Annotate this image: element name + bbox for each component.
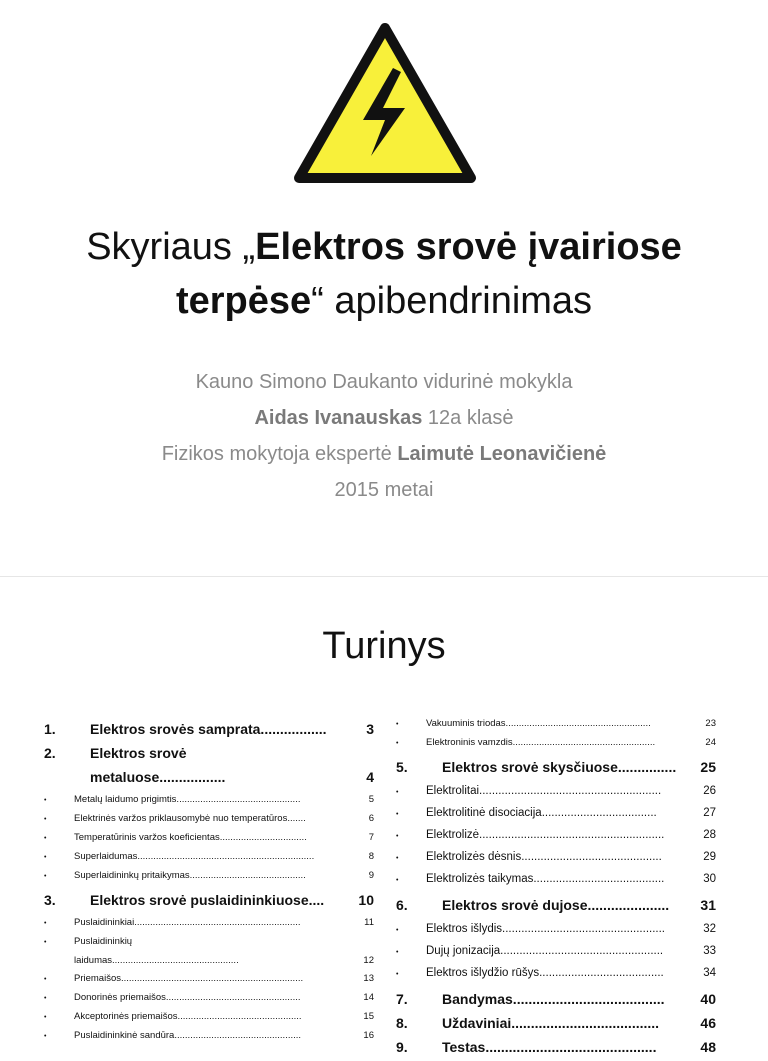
toc-chapter-row (396, 757, 716, 777)
bullet-icon: • (396, 833, 399, 840)
toc-entry-text: Bandymas....................................... (442, 991, 665, 1007)
high-voltage-warning-icon (293, 22, 477, 186)
toc-page-number: 25 (700, 759, 716, 775)
bullet-icon: • (44, 816, 47, 823)
toc-entry-text: Elektros srovė (90, 745, 187, 761)
toc-page-number: 40 (700, 991, 716, 1007)
toc-page-number: 33 (703, 945, 716, 957)
toc-entry-text: Metalų laidumo prigimtis............................................... (74, 794, 301, 805)
year: 2015 metai (334, 479, 434, 501)
toc-entry-text: Elektros išlydžio rūšys....................................... (426, 967, 664, 979)
bullet-icon: • (44, 920, 47, 927)
toc-page-number: 12 (363, 955, 374, 966)
toc-chapter-number: 6. (396, 897, 408, 913)
bullet-icon: • (396, 811, 399, 818)
teacher-label: Fizikos mokytoja ekspertė (161, 443, 398, 465)
toc-page-number: 46 (700, 1015, 716, 1031)
toc-subtopic-row (44, 810, 374, 829)
toc-subtopic-row (396, 919, 716, 941)
bullet-icon: • (396, 877, 399, 884)
author-name: Aidas Ivanauskas (254, 407, 423, 429)
toc-entry-text: Elektrinės varžos priklausomybė nuo temperatūros....... (74, 813, 306, 824)
toc-entry-text: Temperatūrinis varžos koeficientas................................. (74, 832, 307, 843)
bullet-icon: • (44, 995, 47, 1002)
toc-chapter-number: 2. (44, 745, 56, 761)
toc-entry-text: Elektrolizės dėsnis............................................ (426, 851, 662, 863)
toc-entry-text: Elektroninis vamzdis...................................................... (426, 737, 656, 748)
toc-subtopic-row (396, 734, 716, 753)
toc-subtopic-row (44, 848, 374, 867)
toc-subtopic-row (396, 941, 716, 963)
toc-entry-text: laidumas................................................ (74, 955, 239, 966)
toc-subtopic-row (396, 963, 716, 985)
toc-page-number: 27 (703, 807, 716, 819)
toc-entry-text: Elektros srovė skysčiuose............... (442, 759, 677, 775)
toc-page-number: 32 (703, 923, 716, 935)
bullet-icon: • (396, 971, 399, 978)
bullet-icon: • (44, 1033, 47, 1040)
toc-entry-text: Elektros srovė puslaidininkiuose.... (90, 892, 325, 908)
slide-title: Skyriaus „Elektros srovė įvairiose terpėse“ apibendrinimas (86, 226, 682, 322)
toc-page-number: 4 (366, 769, 374, 785)
toc-page-number: 6 (368, 813, 374, 824)
toc-chapter-row (396, 1037, 716, 1057)
toc-page-number: 29 (703, 851, 716, 863)
toc-page-number: 48 (700, 1039, 716, 1055)
toc-chapter-row (44, 743, 374, 763)
toc-chapter-row (44, 767, 374, 787)
toc-entry-text: Uždaviniai...................................... (442, 1015, 660, 1031)
toc-left-column (44, 715, 374, 1046)
toc-entry-text: Dujų jonizacija................................................... (426, 945, 664, 957)
toc-subtopic-row (396, 803, 716, 825)
bullet-icon: • (396, 949, 399, 956)
toc-entry-text: Akceptorinės priemaišos............................................... (74, 1011, 302, 1022)
bullet-icon: • (44, 873, 47, 880)
toc-entry-text: Donorinės priemaišos................................................... (74, 992, 301, 1003)
toc-entry-text: Elektros srovė dujose..................... (442, 897, 670, 913)
toc-page-number: 9 (368, 870, 374, 881)
bullet-icon: • (44, 797, 47, 804)
toc-page-number: 30 (703, 873, 716, 885)
toc-subtopic-row (44, 970, 374, 989)
bullet-icon: • (44, 939, 47, 946)
bullet-icon: • (44, 854, 47, 861)
toc-subtopic-row (44, 914, 374, 933)
toc-chapter-row (44, 890, 374, 910)
toc-subtopic-row (44, 791, 374, 810)
bullet-icon: • (396, 721, 399, 728)
toc-page-number: 10 (358, 892, 374, 908)
bullet-icon: • (396, 740, 399, 747)
contents-title: Turinys (322, 625, 446, 667)
toc-page-number: 14 (363, 992, 374, 1003)
bullet-icon: • (396, 927, 399, 934)
toc-entry-text: Testas............................................ (442, 1039, 657, 1055)
toc-subtopic-row (44, 952, 374, 970)
toc-entry-text: Priemaišos..................................................................... (74, 973, 304, 984)
toc-chapter-row (396, 989, 716, 1009)
toc-page-number: 11 (364, 917, 374, 928)
toc-subtopic-row (396, 869, 716, 891)
toc-entry-text: Puslaidininkiai............................................................... (74, 917, 301, 928)
teacher-line (0, 436, 768, 472)
toc-entry-text: Superlaidininkų pritaikymas............................................ (74, 870, 306, 881)
toc-chapter-row (44, 719, 374, 739)
author-line (0, 400, 768, 436)
toc-subtopic-row (396, 825, 716, 847)
toc-page-number: 13 (363, 973, 374, 984)
bullet-icon: • (44, 835, 47, 842)
toc-page-number: 15 (363, 1011, 374, 1022)
toc-entry-text: Puslaidininkinė sandūra................................................ (74, 1030, 302, 1041)
toc-chapter-number: 8. (396, 1015, 408, 1031)
toc-chapter-number: 1. (44, 721, 56, 737)
school-name: Kauno Simono Daukanto vidurinė mokykla (195, 371, 573, 393)
toc-page-number: 7 (368, 832, 374, 843)
toc-entry-text: Superlaidumas................................................................... (74, 851, 315, 862)
toc-page-number: 24 (705, 737, 716, 748)
bullet-icon: • (44, 976, 47, 983)
toc-entry-text: Elektrolitinė disociacija.................................... (426, 807, 657, 819)
toc-chapter-row (396, 1013, 716, 1033)
slide-subtitle (0, 364, 768, 508)
toc-entry-text: Elektrolizė.......................................................... (426, 829, 665, 841)
toc-entry-text: metaluose................. (90, 769, 226, 785)
author-class: 12a klasė (422, 407, 514, 429)
toc-page-number: 16 (363, 1030, 374, 1041)
toc-page-number: 5 (368, 794, 374, 805)
toc-chapter-number: 7. (396, 991, 408, 1007)
toc-subtopic-row (44, 829, 374, 848)
toc-page-number: 3 (366, 721, 374, 737)
toc-chapter-row (396, 895, 716, 915)
contents-slide (0, 576, 768, 1055)
bullet-icon: • (396, 855, 399, 862)
toc-page-number: 8 (368, 851, 374, 862)
toc-subtopic-row (44, 989, 374, 1008)
toc-subtopic-row (396, 847, 716, 869)
toc-entry-text: Elektros išlydis................................................... (426, 923, 665, 935)
toc-entry-text: Elektros srovės samprata................. (90, 721, 327, 737)
toc-page-number: 31 (700, 897, 716, 913)
toc-entry-text: Puslaidininkių (74, 936, 133, 947)
toc-page-number: 28 (703, 829, 716, 841)
teacher-name: Laimutė Leonavičienė (397, 443, 607, 465)
toc-entry-text: Vakuuminis triodas....................................................... (426, 718, 651, 729)
toc-subtopic-row (44, 1027, 374, 1046)
toc-subtopic-row (44, 867, 374, 886)
toc-entry-text: Elektrolitai......................................................... (426, 785, 662, 797)
toc-page-number: 34 (703, 967, 716, 979)
toc-subtopic-row (44, 933, 374, 952)
bullet-icon: • (44, 1014, 47, 1021)
toc-page-number: 26 (703, 785, 716, 797)
toc-page-number: 23 (705, 718, 716, 729)
bullet-icon: • (396, 789, 399, 796)
toc-subtopic-row (396, 715, 716, 734)
toc-subtopic-row (44, 1008, 374, 1027)
toc-chapter-number: 5. (396, 759, 408, 775)
toc-chapter-number: 9. (396, 1039, 408, 1055)
toc-subtopic-row (396, 781, 716, 803)
toc-entry-text: Elektrolizės taikymas......................................... (426, 873, 665, 885)
toc-right-column (396, 715, 716, 1061)
toc-chapter-number: 3. (44, 892, 56, 908)
